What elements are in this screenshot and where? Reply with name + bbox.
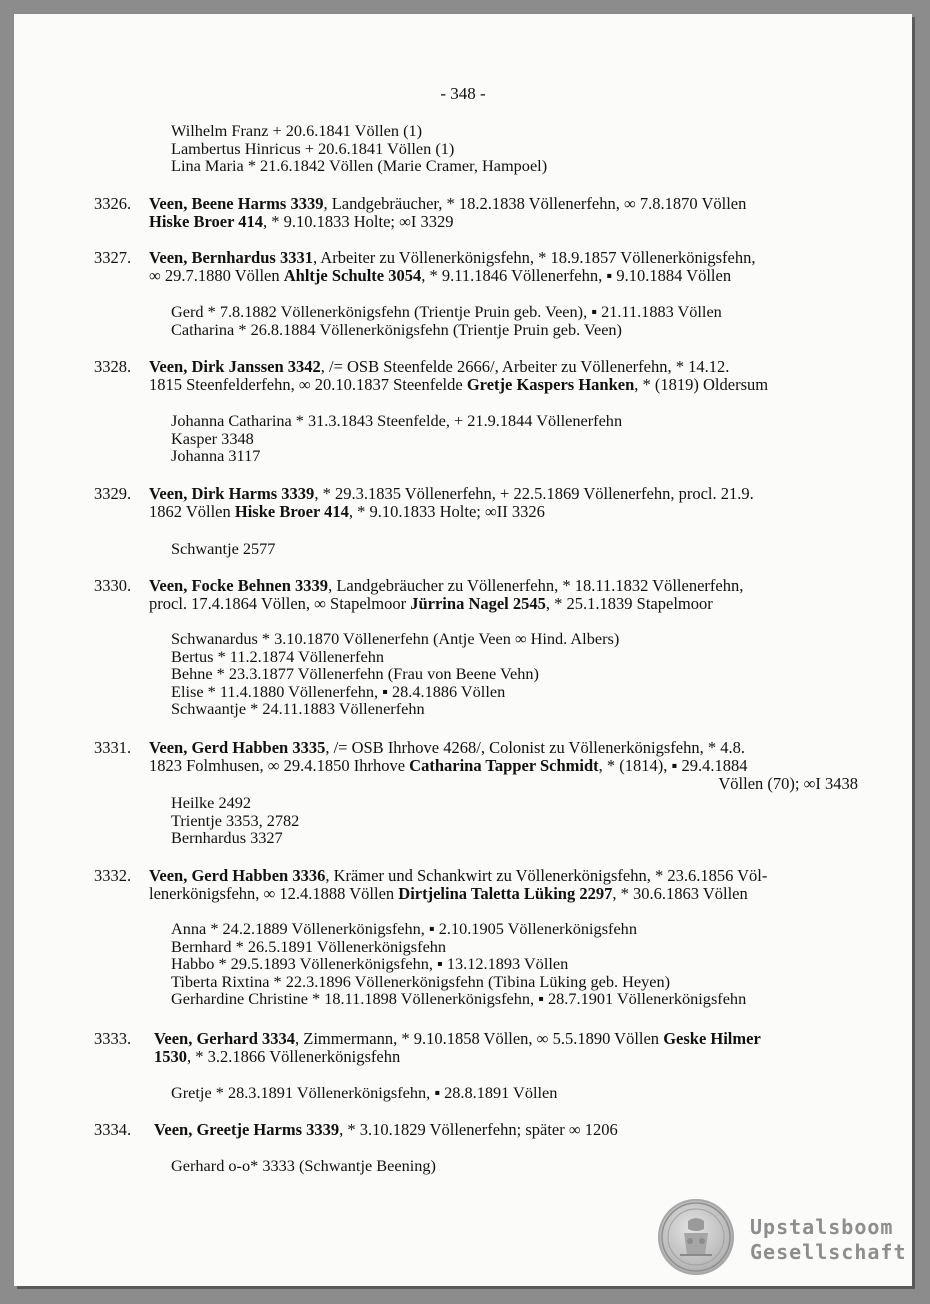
entry-text <box>149 867 859 903</box>
child-line: Trientje 3353, 2782 <box>171 810 300 830</box>
entry-details: , * 3.10.1829 Völlenerfehn; später ∞ 1206 <box>339 1120 618 1139</box>
entry-text <box>154 1030 864 1066</box>
entry-text <box>154 1121 864 1139</box>
child-line: Lambertus Hinricus + 20.6.1841 Völlen (1) <box>171 138 455 158</box>
entry-number: 3326. <box>94 194 132 213</box>
entry-number: 3329. <box>94 484 132 503</box>
child-line: Anna * 24.2.1889 Völlenerkönigsfehn, ▪ 2.10.1905 Völlenerkönigsfehn <box>171 919 637 938</box>
entry-details: lenerkönigsfehn, ∞ 12.4.1888 Völlen <box>149 884 399 903</box>
spouse-name: Gretje Kaspers Hanken <box>466 375 635 394</box>
children-3330 <box>171 630 871 718</box>
spouse-number: 1530 <box>154 1047 187 1066</box>
child-line: Lina Maria * 21.6.1842 Völlen (Marie Cramer, Hampoel) <box>171 156 548 176</box>
entry-details: ∞ 29.7.1880 Völlen <box>149 266 284 285</box>
child-line: Schwaantje * 24.11.1883 Völlenerfehn <box>171 699 425 719</box>
child-line: Elise * 11.4.1880 Völlenerfehn, ▪ 28.4.1886 Völlen <box>171 681 506 701</box>
entry-name: Veen, Gerd Habben 3336 <box>149 866 326 885</box>
child-line: Gerhard o-o* 3333 (Schwantje Beening) <box>171 1156 436 1175</box>
entry-number: 3332. <box>94 866 132 885</box>
page-number: - 348 - <box>440 84 486 103</box>
child-line: Johanna Catharina * 31.3.1843 Steenfelde, + 21.9.1844 Völlenerfehn <box>171 411 623 430</box>
entry-text <box>149 577 859 613</box>
children-3331 <box>171 794 871 847</box>
entry-name: Veen, Dirk Janssen 3342 <box>149 357 321 376</box>
entry-number: 3327. <box>94 248 132 267</box>
entry-name: Veen, Gerd Habben 3335 <box>149 738 326 757</box>
society-logo <box>750 1215 907 1265</box>
spouse-name: Geske Hilmer <box>663 1029 761 1048</box>
children-3329 <box>171 540 871 558</box>
child-line: Bernhardus 3327 <box>171 828 283 848</box>
entry-name: Veen, Gerhard 3334 <box>154 1029 296 1048</box>
entry-number: 3330. <box>94 576 132 595</box>
child-line: Gerhardine Christine * 18.11.1898 Völlenerkönigsfehn, ▪ 28.7.1901 Völlenerkönigsfehn <box>171 989 747 1009</box>
child-line: Bertus * 11.2.1874 Völlenerfehn <box>171 646 384 666</box>
spouse-name: Catharina Tapper Schmidt <box>409 756 599 775</box>
spouse-name: Hiske Broer 414 <box>149 212 263 231</box>
entry-details: , * 25.1.1839 Stapelmoor <box>545 594 713 613</box>
entry-name: Veen, Beene Harms 3339 <box>149 194 324 213</box>
spouse-name: Ahltje Schulte 3054 <box>283 266 422 285</box>
document-page <box>14 14 912 1286</box>
society-logo-line: Gesellschaft <box>750 1240 907 1264</box>
entry-details: , Zimmermann, * 9.10.1858 Völlen, ∞ 5.5.1890 Völlen <box>295 1029 664 1048</box>
entry-details: , Landgebräucher, * 18.2.1838 Völlenerfehn, ∞ 7.8.1870 Völlen <box>323 194 747 213</box>
entry-number: 3333. <box>94 1029 132 1048</box>
entry-details: 1862 Völlen <box>149 502 235 521</box>
entry-text <box>149 485 859 521</box>
entry-details: procl. 17.4.1864 Völlen, ∞ Stapelmoor <box>149 594 411 613</box>
entry-name: Veen, Focke Behnen 3339 <box>149 576 329 595</box>
child-line: Bernhard * 26.5.1891 Völlenerkönigsfehn <box>171 936 447 956</box>
child-line: Heilke 2492 <box>171 793 252 812</box>
children-3332 <box>171 920 871 1008</box>
entry-text <box>149 249 859 285</box>
entry-text <box>149 358 859 394</box>
entry-number: 3331. <box>94 738 132 757</box>
child-line: Tiberta Rixtina * 22.3.1896 Völlenerkönigsfehn (Tibina Lüking geb. Heyen) <box>171 971 671 991</box>
entry-details: , * (1814), ▪ 29.4.1884 <box>598 756 748 775</box>
entry-details: Völlen (70); ∞I 3438 <box>718 774 858 793</box>
children-3328 <box>171 412 871 465</box>
entry-details: 1823 Folmhusen, ∞ 29.4.1850 Ihrhove <box>149 756 410 775</box>
spouse-name: Jürrina Nagel 2545 <box>410 594 546 613</box>
continuation-children <box>171 122 871 175</box>
entry-text <box>149 739 859 775</box>
entry-text <box>149 195 859 231</box>
child-line: Schwanardus * 3.10.1870 Völlenerfehn (Antje Veen ∞ Hind. Albers) <box>171 629 620 648</box>
child-line: Habbo * 29.5.1893 Völlenerkönigsfehn, ▪ 13.12.1893 Völlen <box>171 954 569 974</box>
entry-name: Veen, Greetje Harms 3339 <box>154 1120 340 1139</box>
entry-details: , * 9.10.1833 Holte; ∞II 3326 <box>348 502 545 521</box>
children-3334 <box>171 1157 871 1175</box>
entry-number: 3334. <box>94 1120 132 1139</box>
child-line: Behne * 23.3.1877 Völlenerfehn (Frau von Beene Vehn) <box>171 664 539 684</box>
child-line: Gretje * 28.3.1891 Völlenerkönigsfehn, ▪ 28.8.1891 Völlen <box>171 1083 558 1102</box>
entry-details: , Arbeiter zu Völlenerkönigsfehn, * 18.9.1857 Völlenerkönigsfehn, <box>312 248 756 267</box>
child-line: Wilhelm Franz + 20.6.1841 Völlen (1) <box>171 121 423 140</box>
spouse-name: Hiske Broer 414 <box>234 502 349 521</box>
entry-details: , * (1819) Oldersum <box>634 375 769 394</box>
society-logo-line: Upstalsboom <box>750 1215 894 1239</box>
entry-details: , * 30.6.1863 Völlen <box>612 884 748 903</box>
entry-name: Veen, Bernhardus 3331 <box>149 248 313 267</box>
child-line: Gerd * 7.8.1882 Völlenerkönigsfehn (Trientje Pruin geb. Veen), ▪ 21.11.1883 Völlen <box>171 302 722 321</box>
entry-details: , * 3.2.1866 Völlenerkönigsfehn <box>187 1047 401 1066</box>
child-line: Kasper 3348 <box>171 428 254 448</box>
entry-details: , Landgebräucher zu Völlenerfehn, * 18.11.1832 Völlenerfehn, <box>328 576 744 595</box>
entry-name: Veen, Dirk Harms 3339 <box>149 484 315 503</box>
entry-number: 3328. <box>94 357 132 376</box>
child-line: Schwantje 2577 <box>171 539 276 558</box>
entry-details: , Krämer und Schankwirt zu Völlenerkönigsfehn, * 23.6.1856 Völ- <box>325 866 768 885</box>
entry-details: , /= OSB Ihrhove 4268/, Colonist zu Völlenerkönigsfehn, * 4.8. <box>325 738 745 757</box>
spouse-name: Dirtjelina Taletta Lüking 2297 <box>398 884 613 903</box>
entry-details: , * 9.11.1846 Völlenerfehn, ▪ 9.10.1884 Völlen <box>421 266 732 285</box>
children-3333 <box>171 1084 871 1102</box>
entry-details: , * 9.10.1833 Holte; ∞I 3329 <box>262 212 454 231</box>
child-line: Catharina * 26.8.1884 Völlenerkönigsfehn (Trientje Pruin geb. Veen) <box>171 319 622 339</box>
entry-details: , /= OSB Steenfelde 2666/, Arbeiter zu Völlenerfehn, * 14.12. <box>320 357 730 376</box>
society-seal-icon <box>658 1199 734 1275</box>
entry-details: 1815 Steenfelderfehn, ∞ 20.10.1837 Steenfelde <box>149 375 467 394</box>
child-line: Johanna 3117 <box>171 446 261 466</box>
children-3327 <box>171 303 871 338</box>
entry-details: , * 29.3.1835 Völlenerfehn, + 22.5.1869 Völlenerfehn, procl. 21.9. <box>314 484 754 503</box>
